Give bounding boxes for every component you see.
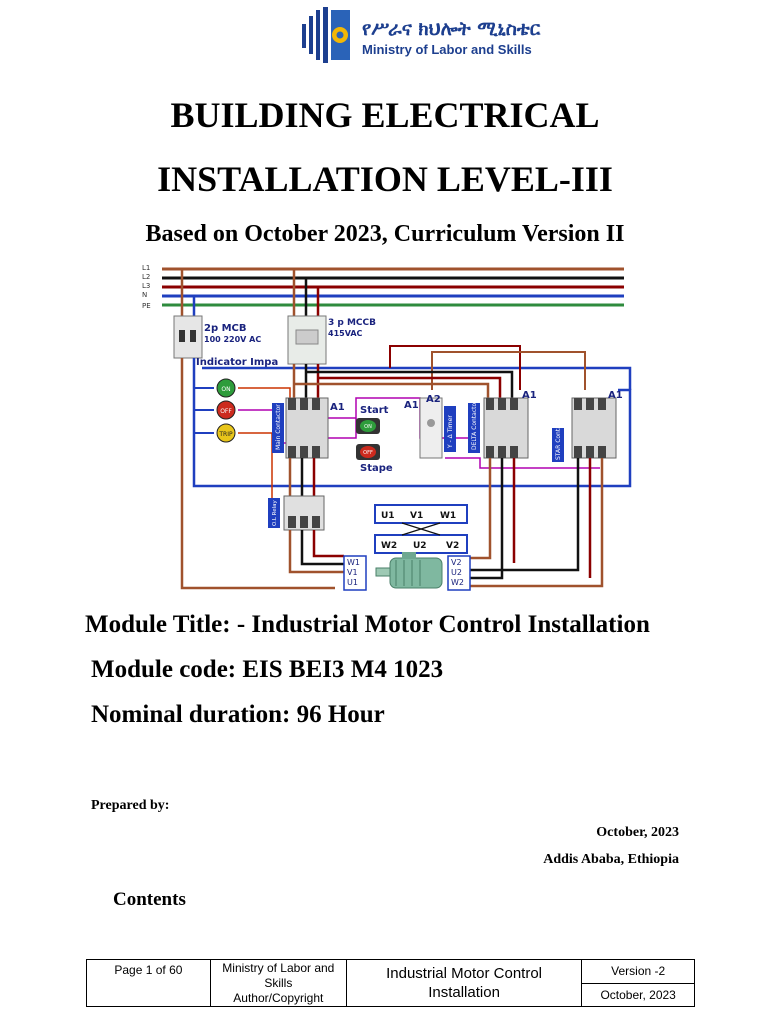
star-delta-wiring-diagram (140, 258, 635, 593)
star-contactor-label: STAR Contactor (555, 413, 562, 460)
delta-contactor-a1: A1 (522, 390, 537, 401)
terminal-v1: V1 (410, 511, 424, 521)
terminal-u2: U2 (413, 541, 427, 551)
logo-english-text: Ministry of Labor and Skills (362, 42, 532, 57)
footer-author-line1: Ministry of Labor and (222, 960, 335, 975)
footer-module-line2: Installation (428, 984, 500, 1001)
timer-label: Y - Δ Timer (447, 415, 454, 448)
mccb-3p-rating: 415VAC (328, 329, 363, 338)
timer-a1: A1 (404, 400, 419, 411)
star-contactor-a1: A1 (608, 390, 623, 401)
terminal-u1: U1 (381, 511, 395, 521)
motor-terminal-u1: U1 (347, 578, 358, 587)
timer-a2: A2 (426, 394, 441, 405)
document-subtitle: Based on October 2023, Curriculum Version II (145, 221, 625, 247)
lamp-trip-label: TRIP (219, 431, 233, 438)
ministry-logo (300, 4, 541, 66)
module-duration: Nominal duration: 96 Hour (91, 701, 385, 728)
indicator-label: Indicator Impa (196, 357, 279, 368)
delta-contactor-label: DELTA Contactor (471, 400, 478, 450)
footer-author-line2: Skills (264, 975, 293, 990)
document-location: Addis Ababa, Ethiopia (543, 852, 679, 867)
footer-module-cell (346, 960, 581, 1007)
motor (376, 552, 442, 588)
page-footer-table (86, 959, 695, 1007)
mcb-2p-label: 2p MCB (204, 323, 247, 334)
supply-bus-lines (162, 269, 624, 305)
main-contactor-a1: A1 (330, 402, 345, 413)
ministry-logo-icon (300, 4, 356, 66)
mcb-2p (174, 316, 202, 358)
footer-page-number: Page 1 of 60 (87, 960, 211, 1007)
logo-amharic-text: የሥራና ክህሎት ሚኒስቴር (362, 18, 541, 40)
document-title-line2: INSTALLATION LEVEL-III (157, 159, 613, 199)
main-contactor-label: Main Contactor (275, 404, 282, 450)
module-title: Module Title: - Industrial Motor Control Installation (85, 611, 650, 638)
mccb-3p-label: 3 p MCCB (328, 318, 376, 328)
motor-terminal-w1: W1 (347, 558, 360, 567)
motor-terminal-w2: W2 (451, 578, 464, 587)
bus-label-l3: L3 (142, 282, 151, 290)
bus-label-l1: L1 (142, 264, 151, 272)
footer-module-line1: Industrial Motor Control (386, 965, 543, 982)
footer-author-cell (210, 960, 346, 1007)
terminal-w1: W1 (440, 511, 457, 521)
document-title-line1: BUILDING ELECTRICAL (170, 95, 600, 135)
start-button-label: ON (364, 424, 372, 430)
lamp-off-label: OFF (220, 408, 232, 415)
mcb-2p-rating: 100 220V AC (204, 335, 262, 344)
bus-label-l2: L2 (142, 273, 151, 281)
footer-date: October, 2023 (582, 983, 695, 1007)
stop-label: Stape (360, 463, 393, 474)
indicator-lamps (217, 379, 235, 442)
motor-terminal-u2: U2 (451, 568, 462, 577)
star-delta-timer (420, 398, 442, 458)
footer-version: Version -2 (582, 960, 695, 984)
document-date: October, 2023 (596, 825, 679, 840)
contents-heading: Contents (113, 889, 186, 910)
terminal-w2: W2 (381, 541, 398, 551)
prepared-by-label: Prepared by: (91, 798, 170, 813)
footer-author-line3: Author/Copyright (233, 990, 324, 1005)
bus-label-pe: PE (142, 302, 151, 310)
overload-relay-label: O.L Relay (272, 500, 278, 526)
lamp-on-label: ON (221, 386, 231, 393)
module-code: Module code: EIS BEI3 M4 1023 (91, 656, 444, 683)
start-label: Start (360, 405, 389, 416)
stop-button-label: OFF (363, 450, 373, 456)
bus-label-n: N (142, 291, 148, 299)
terminal-v2: V2 (446, 541, 460, 551)
motor-terminal-v2: V2 (451, 558, 462, 567)
motor-terminal-v1: V1 (347, 568, 358, 577)
